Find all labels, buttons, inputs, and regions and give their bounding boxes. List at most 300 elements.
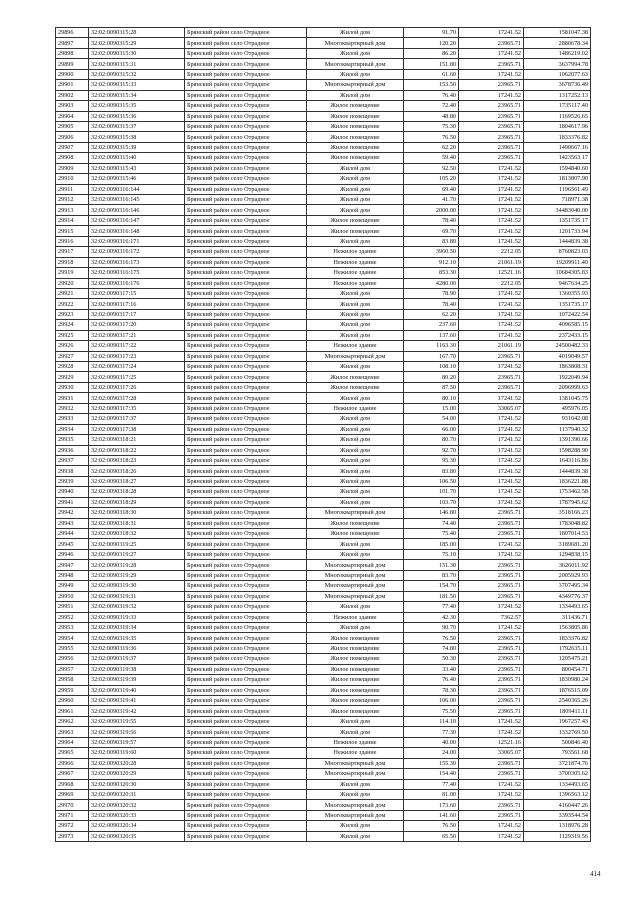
cell-row-number: 29949 [56, 581, 89, 591]
cell-address: Брянский район село Отрадное [185, 111, 307, 121]
cell-cadastral-number: 32:02:0090320:35 [89, 831, 185, 841]
cell-area: 80.70 [404, 435, 459, 445]
cell-specific-value: 23965.71 [459, 101, 524, 111]
cell-cadastral-value: 1833376.82 [524, 132, 591, 142]
cell-cadastral-number: 32:02:0090318:31 [89, 518, 185, 528]
cell-cadastral-value: 311436.71 [524, 612, 591, 622]
cell-specific-value: 17241.52 [459, 288, 524, 298]
cell-cadastral-value: 1833376.82 [524, 633, 591, 643]
cell-cadastral-value: 1804617.96 [524, 121, 591, 131]
cell-object-type: Жилой дом [307, 48, 404, 58]
cell-specific-value: 17241.52 [459, 195, 524, 205]
cell-address: Брянский район село Отрадное [185, 236, 307, 246]
cell-cadastral-value: 4349776.37 [524, 591, 591, 601]
cell-cadastral-value: 2096999.63 [524, 382, 591, 392]
cell-cadastral-value: 1332769.50 [524, 727, 591, 737]
cell-row-number: 29901 [56, 80, 89, 90]
cell-area: 69.40 [404, 184, 459, 194]
table-row [56, 215, 591, 225]
cell-object-type: Жилой дом [307, 497, 404, 507]
cell-cadastral-value: 4096585.15 [524, 320, 591, 330]
table-row [56, 612, 591, 622]
cell-row-number: 29943 [56, 518, 89, 528]
cell-row-number: 29958 [56, 675, 89, 685]
cell-cadastral-value: 1863808.31 [524, 362, 591, 372]
cell-cadastral-number: 32:02:0090315:43 [89, 163, 185, 173]
cell-specific-value: 7362.57 [459, 612, 524, 622]
cell-area: 167.70 [404, 351, 459, 361]
cell-specific-value: 23965.71 [459, 810, 524, 820]
cell-specific-value: 17241.52 [459, 414, 524, 424]
cell-area: 75.40 [404, 529, 459, 539]
cell-object-type: Жилое помещение [307, 664, 404, 674]
cell-address: Брянский район село Отрадное [185, 831, 307, 841]
cell-object-type: Нежилое здание [307, 612, 404, 622]
cell-address: Брянский район село Отрадное [185, 163, 307, 173]
cell-row-number: 29967 [56, 769, 89, 779]
cell-address: Брянский район село Отрадное [185, 393, 307, 403]
cell-object-type: Нежилое здание [307, 257, 404, 267]
cell-row-number: 29924 [56, 320, 89, 330]
cell-cadastral-number: 32:02:0090319:38 [89, 664, 185, 674]
cell-object-type: Нежилое здание [307, 278, 404, 288]
table-row [56, 758, 591, 768]
table-row [56, 309, 591, 319]
cell-address: Брянский район село Отрадное [185, 226, 307, 236]
table-row [56, 706, 591, 716]
cell-area: 80.20 [404, 372, 459, 382]
cell-address: Брянский район село Отрадное [185, 382, 307, 392]
cell-object-type: Нежилое здание [307, 748, 404, 758]
cell-area: 74.80 [404, 643, 459, 653]
cell-specific-value: 17241.52 [459, 466, 524, 476]
cell-row-number: 29923 [56, 309, 89, 319]
cell-object-type: Жилое помещение [307, 215, 404, 225]
table-row [56, 205, 591, 215]
cell-area: 42.30 [404, 612, 459, 622]
cell-area: 120.20 [404, 38, 459, 48]
cell-area: 77.40 [404, 779, 459, 789]
cell-cadastral-value: 3393544.54 [524, 810, 591, 820]
cell-area: 155.30 [404, 758, 459, 768]
cell-cadastral-number: 32:02:0090318:26 [89, 466, 185, 476]
table-row [56, 633, 591, 643]
table-row [56, 560, 591, 570]
cell-address: Брянский район село Отрадное [185, 59, 307, 69]
cell-area: 141.60 [404, 810, 459, 820]
cell-specific-value: 17241.52 [459, 236, 524, 246]
cell-object-type: Многоквартирный дом [307, 591, 404, 601]
cell-area: 1163.30 [404, 341, 459, 351]
cell-row-number: 29927 [56, 351, 89, 361]
table-row [56, 372, 591, 382]
cell-object-type: Многоквартирный дом [307, 800, 404, 810]
cell-area: 106.50 [404, 476, 459, 486]
table-row [56, 602, 591, 612]
cell-object-type: Нежилое здание [307, 247, 404, 257]
cell-row-number: 29930 [56, 382, 89, 392]
table-row [56, 529, 591, 539]
table-row [56, 382, 591, 392]
cell-address: Брянский район село Отрадное [185, 195, 307, 205]
cell-cadastral-number: 32:02:0090317:16 [89, 299, 185, 309]
cell-row-number: 29903 [56, 101, 89, 111]
cell-specific-value: 23965.71 [459, 654, 524, 664]
cell-object-type: Жилой дом [307, 779, 404, 789]
table-row [56, 508, 591, 518]
cell-cadastral-number: 32:02:0090317:25 [89, 372, 185, 382]
cell-cadastral-number: 32:02:0090319:30 [89, 581, 185, 591]
cell-address: Брянский район село Отрадное [185, 549, 307, 559]
cell-cadastral-number: 32:02:0090315:32 [89, 69, 185, 79]
cell-area: 48.80 [404, 111, 459, 121]
cell-cadastral-value: 34483040.00 [524, 205, 591, 215]
cell-row-number: 29928 [56, 362, 89, 372]
cell-cadastral-value: 1809411.11 [524, 706, 591, 716]
cell-row-number: 29900 [56, 69, 89, 79]
cell-object-type: Жилой дом [307, 28, 404, 38]
cell-cadastral-number: 32:02:0090317:20 [89, 320, 185, 330]
cell-address: Брянский район село Отрадное [185, 403, 307, 413]
cell-address: Брянский район село Отрадное [185, 643, 307, 653]
cell-object-type: Нежилое здание [307, 737, 404, 747]
cell-specific-value: 2212.05 [459, 247, 524, 257]
cell-row-number: 29942 [56, 508, 89, 518]
cell-address: Брянский район село Отрадное [185, 821, 307, 831]
cell-row-number: 29925 [56, 330, 89, 340]
cell-area: 76.40 [404, 675, 459, 685]
cell-cadastral-number: 32:02:0090316:171 [89, 236, 185, 246]
cell-object-type: Многоквартирный дом [307, 581, 404, 591]
cell-object-type: Жилое помещение [307, 633, 404, 643]
cell-cadastral-value: 1813807.90 [524, 174, 591, 184]
cell-cadastral-number: 32:02:0090315:46 [89, 174, 185, 184]
cell-object-type: Жилое помещение [307, 132, 404, 142]
cell-row-number: 29898 [56, 48, 89, 58]
cell-object-type: Жилой дом [307, 539, 404, 549]
cell-area: 83.70 [404, 570, 459, 580]
cell-row-number: 29956 [56, 654, 89, 664]
table-row [56, 591, 591, 601]
cell-specific-value: 17241.52 [459, 487, 524, 497]
cell-area: 95.30 [404, 455, 459, 465]
cell-row-number: 29911 [56, 184, 89, 194]
table-row [56, 675, 591, 685]
cell-cadastral-value: 10684305.83 [524, 268, 591, 278]
cell-cadastral-value: 1334493.65 [524, 779, 591, 789]
page-number: 414 [590, 870, 601, 878]
cell-cadastral-value: 1317252.13 [524, 90, 591, 100]
cell-cadastral-number: 32:02:0090318:32 [89, 529, 185, 539]
cell-specific-value: 23965.71 [459, 696, 524, 706]
cell-address: Брянский район село Отрадное [185, 330, 307, 340]
cell-area: 66.00 [404, 424, 459, 434]
cell-area: 76.50 [404, 633, 459, 643]
table-row [56, 800, 591, 810]
table-row [56, 330, 591, 340]
cell-row-number: 29926 [56, 341, 89, 351]
cell-cadastral-value: 3707495.34 [524, 581, 591, 591]
cell-row-number: 29909 [56, 163, 89, 173]
cell-specific-value: 17241.52 [459, 424, 524, 434]
cell-cadastral-number: 32:02:0090320:30 [89, 779, 185, 789]
cell-cadastral-number: 32:02:0090319:60 [89, 748, 185, 758]
cell-row-number: 29910 [56, 174, 89, 184]
cell-cadastral-number: 32:02:0090315:33 [89, 80, 185, 90]
cell-object-type: Жилое помещение [307, 226, 404, 236]
cell-specific-value: 21061.19 [459, 257, 524, 267]
table-row [56, 455, 591, 465]
table-row [56, 90, 591, 100]
cell-address: Брянский район село Отрадное [185, 424, 307, 434]
cell-specific-value: 23965.71 [459, 59, 524, 69]
cell-object-type: Жилой дом [307, 789, 404, 799]
cell-specific-value: 21061.19 [459, 341, 524, 351]
cell-address: Брянский район село Отрадное [185, 696, 307, 706]
cell-cadastral-number: 32:02:0090318:29 [89, 497, 185, 507]
cell-area: 237.60 [404, 320, 459, 330]
cell-object-type: Жилой дом [307, 414, 404, 424]
cell-cadastral-number: 32:02:0090316:145 [89, 195, 185, 205]
cell-cadastral-number: 32:02:0090318:28 [89, 487, 185, 497]
cell-cadastral-number: 32:02:0090317:38 [89, 424, 185, 434]
cell-row-number: 29953 [56, 622, 89, 632]
cell-row-number: 29938 [56, 466, 89, 476]
cell-row-number: 29933 [56, 414, 89, 424]
table-row [56, 153, 591, 163]
cell-row-number: 29969 [56, 789, 89, 799]
table-row [56, 748, 591, 758]
cell-specific-value: 17241.52 [459, 184, 524, 194]
cell-object-type: Жилое помещение [307, 654, 404, 664]
cell-row-number: 29954 [56, 633, 89, 643]
cell-row-number: 29935 [56, 435, 89, 445]
cell-row-number: 29917 [56, 247, 89, 257]
cell-area: 62.20 [404, 142, 459, 152]
cell-object-type: Жилой дом [307, 299, 404, 309]
cell-cadastral-value: 1391390.66 [524, 435, 591, 445]
cell-cadastral-number: 32:02:0090317:15 [89, 288, 185, 298]
cell-cadastral-value: 1062077.63 [524, 69, 591, 79]
cell-row-number: 29912 [56, 195, 89, 205]
cell-specific-value: 23965.71 [459, 508, 524, 518]
cell-object-type: Жилой дом [307, 288, 404, 298]
table-row [56, 403, 591, 413]
cell-row-number: 29937 [56, 455, 89, 465]
cell-row-number: 29951 [56, 602, 89, 612]
cell-cadastral-number: 32:02:0090319:34 [89, 622, 185, 632]
cell-cadastral-value: 2005929.93 [524, 570, 591, 580]
cell-row-number: 29914 [56, 215, 89, 225]
cell-address: Брянский район село Отрадное [185, 737, 307, 747]
cell-address: Брянский район село Отрадное [185, 769, 307, 779]
cell-address: Брянский район село Отрадное [185, 727, 307, 737]
cell-address: Брянский район село Отрадное [185, 132, 307, 142]
cell-cadastral-number: 32:02:0090317:35 [89, 403, 185, 413]
table-row [56, 142, 591, 152]
cell-area: 59.40 [404, 153, 459, 163]
cell-specific-value: 17241.52 [459, 309, 524, 319]
cell-object-type: Жилой дом [307, 195, 404, 205]
cell-area: 78.40 [404, 299, 459, 309]
cell-area: 33.40 [404, 664, 459, 674]
cell-specific-value: 17241.52 [459, 362, 524, 372]
cell-cadastral-value: 1294838.15 [524, 549, 591, 559]
cell-area: 62.20 [404, 309, 459, 319]
cell-specific-value: 23965.71 [459, 80, 524, 90]
cell-cadastral-number: 32:02:0090319:33 [89, 612, 185, 622]
cell-area: 90.70 [404, 622, 459, 632]
cell-specific-value: 17241.52 [459, 549, 524, 559]
cell-cadastral-value: 9467634.25 [524, 278, 591, 288]
cell-address: Брянский район село Отрадное [185, 341, 307, 351]
cell-object-type: Жилой дом [307, 602, 404, 612]
cell-cadastral-number: 32:02:0090320:32 [89, 800, 185, 810]
cell-specific-value: 17241.52 [459, 226, 524, 236]
cell-cadastral-number: 32:02:0090316:176 [89, 278, 185, 288]
cell-object-type: Жилое помещение [307, 529, 404, 539]
cell-address: Брянский район село Отрадное [185, 602, 307, 612]
cell-row-number: 29964 [56, 737, 89, 747]
cell-address: Брянский район село Отрадное [185, 706, 307, 716]
cell-address: Брянский район село Отрадное [185, 497, 307, 507]
cell-object-type: Многоквартирный дом [307, 560, 404, 570]
cell-address: Брянский район село Отрадное [185, 414, 307, 424]
cell-cadastral-number: 32:02:0090318:21 [89, 435, 185, 445]
table-row [56, 696, 591, 706]
table-row [56, 769, 591, 779]
cell-object-type: Многоквартирный дом [307, 38, 404, 48]
cell-cadastral-number: 32:02:0090315:29 [89, 38, 185, 48]
cell-address: Брянский район село Отрадное [185, 508, 307, 518]
table-row [56, 351, 591, 361]
cell-row-number: 29955 [56, 643, 89, 653]
cell-cadastral-value: 8760823.03 [524, 247, 591, 257]
cell-address: Брянский район село Отрадное [185, 142, 307, 152]
table-row [56, 779, 591, 789]
cell-cadastral-number: 32:02:0090316:146 [89, 205, 185, 215]
cell-specific-value: 17241.52 [459, 779, 524, 789]
cell-area: 3960.50 [404, 247, 459, 257]
cell-specific-value: 23965.71 [459, 675, 524, 685]
cell-object-type: Жилой дом [307, 205, 404, 215]
cell-cadastral-value: 1563805.86 [524, 622, 591, 632]
cell-specific-value: 17241.52 [459, 455, 524, 465]
cell-cadastral-number: 32:02:0090319:41 [89, 696, 185, 706]
cell-row-number: 29950 [56, 591, 89, 601]
cell-object-type: Жилое помещение [307, 643, 404, 653]
cell-object-type: Жилой дом [307, 455, 404, 465]
cell-cadastral-number: 32:02:0090319:29 [89, 570, 185, 580]
cell-row-number: 29897 [56, 38, 89, 48]
cell-area: 106.00 [404, 696, 459, 706]
cell-specific-value: 23965.71 [459, 529, 524, 539]
cell-specific-value: 17241.52 [459, 215, 524, 225]
cell-area: 87.50 [404, 382, 459, 392]
cell-address: Брянский район село Отрадное [185, 779, 307, 789]
cell-row-number: 29929 [56, 372, 89, 382]
cell-area: 4280.00 [404, 278, 459, 288]
cell-object-type: Жилой дом [307, 445, 404, 455]
cell-area: 151.30 [404, 560, 459, 570]
cell-row-number: 29970 [56, 800, 89, 810]
cell-address: Брянский район село Отрадное [185, 539, 307, 549]
table-row [56, 341, 591, 351]
cell-address: Брянский район село Отрадное [185, 372, 307, 382]
table-row [56, 163, 591, 173]
cell-row-number: 29896 [56, 28, 89, 38]
cell-address: Брянский район село Отрадное [185, 800, 307, 810]
cell-object-type: Жилой дом [307, 174, 404, 184]
table-row [56, 195, 591, 205]
cell-object-type: Жилой дом [307, 487, 404, 497]
cell-area: 114.10 [404, 716, 459, 726]
table-row [56, 299, 591, 309]
cell-address: Брянский район село Отрадное [185, 685, 307, 695]
cell-address: Брянский район село Отрадное [185, 748, 307, 758]
cell-object-type: Жилой дом [307, 435, 404, 445]
cell-cadastral-value: 1444839.38 [524, 466, 591, 476]
cell-cadastral-value: 1735117.40 [524, 101, 591, 111]
table-row [56, 737, 591, 747]
table-row [56, 466, 591, 476]
cell-specific-value: 17241.52 [459, 539, 524, 549]
cell-specific-value: 33065.07 [459, 748, 524, 758]
cell-address: Брянский район село Отрадное [185, 278, 307, 288]
cell-object-type: Жилое помещение [307, 121, 404, 131]
cell-area: 86.20 [404, 48, 459, 58]
table-row [56, 320, 591, 330]
table-row [56, 362, 591, 372]
cell-object-type: Жилой дом [307, 831, 404, 841]
cell-address: Брянский район село Отрадное [185, 435, 307, 445]
cell-object-type: Многоквартирный дом [307, 508, 404, 518]
table-row [56, 38, 591, 48]
cell-cadastral-number: 32:02:0090315:34 [89, 90, 185, 100]
cell-specific-value: 17241.52 [459, 727, 524, 737]
cell-row-number: 29944 [56, 529, 89, 539]
cell-cadastral-number: 32:02:0090317:26 [89, 382, 185, 392]
cell-cadastral-value: 1169526.65 [524, 111, 591, 121]
cell-specific-value: 17241.52 [459, 393, 524, 403]
cell-address: Брянский район село Отрадное [185, 184, 307, 194]
cell-cadastral-number: 32:02:0090316:175 [89, 268, 185, 278]
cell-address: Брянский район село Отрадное [185, 48, 307, 58]
cell-address: Брянский район село Отрадное [185, 101, 307, 111]
cell-cadastral-number: 32:02:0090319:36 [89, 643, 185, 653]
cell-address: Брянский район село Отрадное [185, 153, 307, 163]
cell-cadastral-value: 1922049.94 [524, 372, 591, 382]
cell-specific-value: 17241.52 [459, 602, 524, 612]
cell-object-type: Жилое помещение [307, 142, 404, 152]
cell-object-type: Многоквартирный дом [307, 758, 404, 768]
cell-specific-value: 23965.71 [459, 769, 524, 779]
cell-area: 103.70 [404, 497, 459, 507]
cell-object-type: Жилое помещение [307, 101, 404, 111]
cell-cadastral-value: 1490667.16 [524, 142, 591, 152]
cell-row-number: 29957 [56, 664, 89, 674]
table-row [56, 727, 591, 737]
cell-specific-value: 17241.52 [459, 330, 524, 340]
cell-row-number: 29905 [56, 121, 89, 131]
cell-address: Брянский район село Отрадное [185, 654, 307, 664]
cell-row-number: 29966 [56, 758, 89, 768]
cell-cadastral-value: 1594840.60 [524, 163, 591, 173]
cell-cadastral-number: 32:02:0090318:30 [89, 508, 185, 518]
cell-row-number: 29945 [56, 539, 89, 549]
cell-specific-value: 23965.71 [459, 351, 524, 361]
cell-specific-value: 17241.52 [459, 716, 524, 726]
